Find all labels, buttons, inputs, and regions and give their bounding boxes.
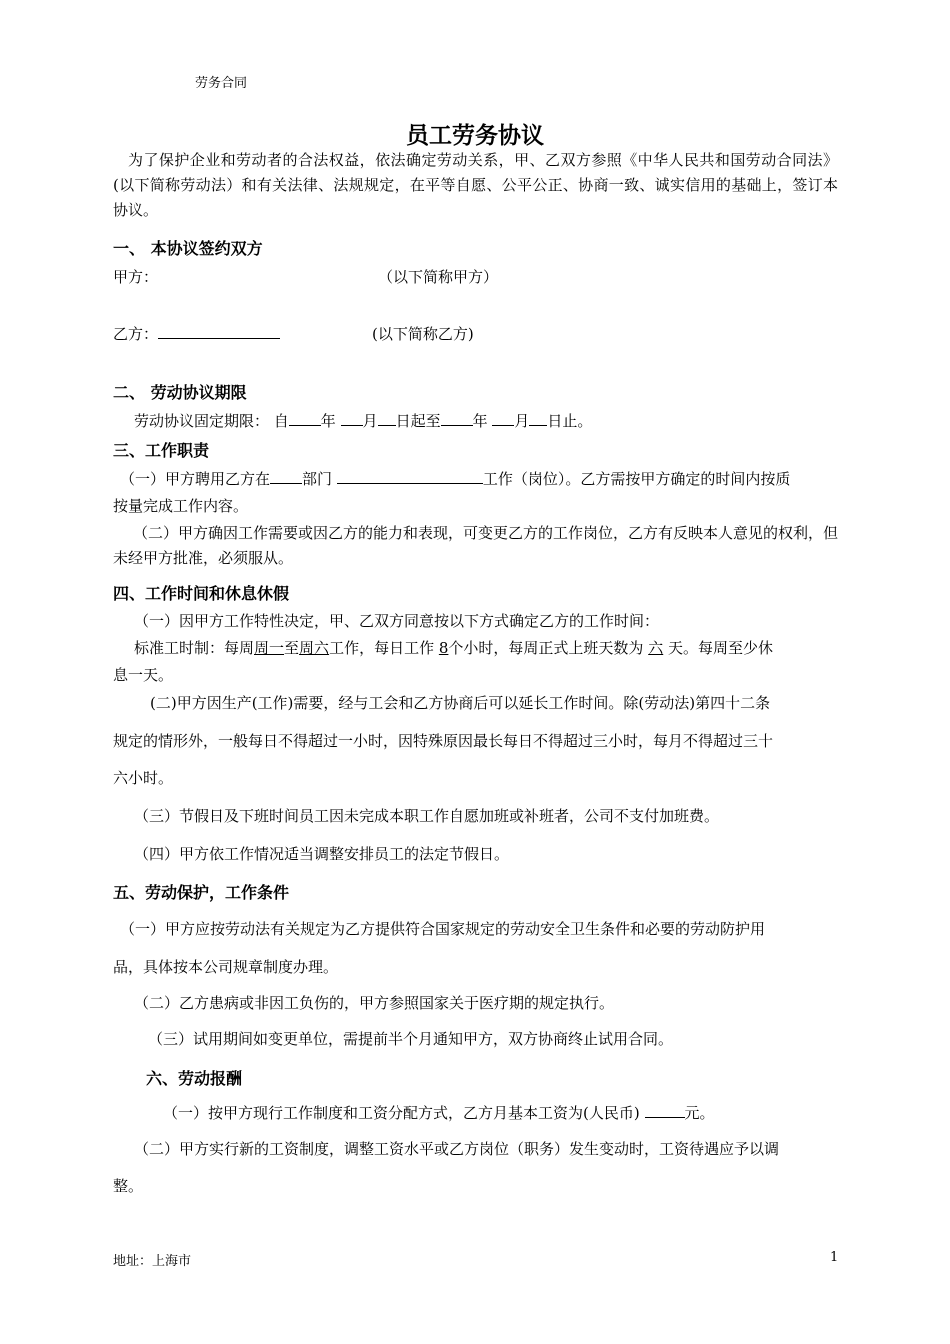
std-c: 工作，每日工作: [329, 639, 435, 657]
party-b-note: (以下简称乙方): [372, 325, 474, 343]
page-number: 1: [830, 1250, 839, 1265]
term-year-2: 年: [472, 412, 488, 430]
term-start-year-blank[interactable]: [289, 410, 321, 426]
term-prefix: 劳动协议固定期限： 自: [134, 412, 289, 430]
std-a: 标准工时制：每周: [134, 639, 255, 657]
section-3-heading: 三、工作职责: [113, 441, 210, 460]
term-day-2: 日止。: [547, 412, 593, 430]
party-b-label: 乙方：: [113, 325, 159, 343]
protection-1-line-1: （一）甲方应按劳动法有关规定为乙方提供符合国家规定的劳动安全卫生条件和必要的劳动防护用: [120, 920, 766, 938]
footer-address: 地址：上海市: [113, 1254, 192, 1269]
std-d: 个小时，每周正式上班天数为: [448, 639, 644, 657]
protection-3: （三）试用期间如变更单位，需提前半个月通知甲方，双方协商终止试用合同。: [148, 1030, 674, 1048]
term-row: [134, 410, 592, 431]
position-blank[interactable]: [337, 468, 483, 484]
salary-amount-blank[interactable]: [645, 1102, 685, 1118]
section-4-heading: 四、工作时间和休息休假: [113, 584, 290, 603]
std-days: 六: [648, 639, 664, 657]
protection-1-line-2: 品，具体按本公司规章制度办理。: [113, 958, 339, 976]
overtime-line-2: 规定的情形外，一般每日不得超过一小时，因特殊原因最长每日不得超过三小时，每月不得超过三十: [113, 732, 774, 750]
worktime-4: （四）甲方依工作情况适当调整安排员工的法定节假日。: [134, 845, 510, 863]
salary-2-line-2: 整。: [113, 1177, 144, 1195]
term-day-1: 日起至: [395, 412, 441, 430]
party-b-blank[interactable]: [158, 323, 280, 339]
salary-1-b: 元。: [684, 1104, 715, 1122]
page-header: 劳务合同: [195, 76, 248, 91]
salary-2-line-1: （二）甲方实行新的工资制度，调整工资水平或乙方岗位（职务）发生变动时，工资待遇应予以调: [134, 1140, 780, 1158]
std-b: 至: [284, 639, 300, 657]
duty-1-line-1: [120, 468, 790, 489]
term-year-1: 年: [320, 412, 336, 430]
overtime-line-3: 六小时。: [113, 769, 174, 787]
salary-1-a: （一）按甲方现行工作制度和工资分配方式，乙方月基本工资为(人民币): [163, 1104, 640, 1122]
section-6-heading: 六、劳动报酬: [146, 1069, 243, 1088]
section-2-heading: 二、 劳动协议期限: [113, 383, 247, 402]
term-start-day-blank[interactable]: [378, 410, 396, 426]
overtime-line-1: (二)甲方因生产(工作)需要，经与工会和乙方协商后可以延长工作时间。除(劳动法)第四十二条: [150, 694, 771, 712]
term-month-1: 月: [362, 412, 378, 430]
std-to-day: 周六: [299, 639, 330, 657]
standard-hours-row: [134, 637, 773, 658]
worktime-1: （一）因甲方工作特性决定，甲、乙双方同意按以下方式确定乙方的工作时间：: [134, 612, 660, 630]
party-a-label: 甲方：: [113, 268, 159, 286]
intro-paragraph: 为了保护企业和劳动者的合法权益，依法确定劳动关系，甲、乙双方参照《中华人民共和国劳动合同法》(以下简称劳动法）和有关法律、法规规定，在平等自愿、公平公正、协商一致、诚实信用的基础上，签订本协议。: [113, 151, 838, 219]
section-1-heading: 一、 本协议签约双方: [113, 239, 263, 258]
term-end-day-blank[interactable]: [529, 410, 547, 426]
duty-1-c: 工作（岗位）。乙方需按甲方确定的时间内按质: [482, 470, 791, 488]
term-start-month-blank[interactable]: [341, 410, 363, 426]
std-e: 天。每周至少休: [668, 639, 774, 657]
std-from-day: 周一: [254, 639, 285, 657]
protection-2: （二）乙方患病或非因工负伤的，甲方参照国家关于医疗期的规定执行。: [134, 994, 615, 1012]
worktime-3: （三）节假日及下班时间员工因未完成本职工作自愿加班或补班者，公司不支付加班费。: [134, 807, 720, 825]
term-end-month-blank[interactable]: [492, 410, 514, 426]
section-5-heading: 五、劳动保护，工作条件: [113, 883, 290, 902]
duty-1-line-2: 按量完成工作内容。: [113, 497, 249, 515]
term-end-year-blank[interactable]: [441, 410, 473, 426]
party-b-row: [113, 323, 280, 344]
duty-1-a: （一）甲方聘用乙方在: [120, 470, 271, 488]
term-month-2: 月: [514, 412, 530, 430]
party-a-note: （以下简称甲方）: [378, 268, 499, 286]
document-title: 员工劳务协议: [406, 122, 544, 149]
std-hours: 8: [438, 639, 449, 657]
salary-1-row: [163, 1102, 715, 1123]
duty-2-paragraph: （二）甲方确因工作需要或因乙方的能力和表现，可变更乙方的工作岗位，乙方有反映本人意见的权利，但未经甲方批准，必须服从。: [113, 524, 839, 567]
standard-hours-row-2: 息一天。: [113, 666, 174, 684]
department-blank[interactable]: [270, 468, 302, 484]
duty-1-b: 部门: [302, 470, 333, 488]
